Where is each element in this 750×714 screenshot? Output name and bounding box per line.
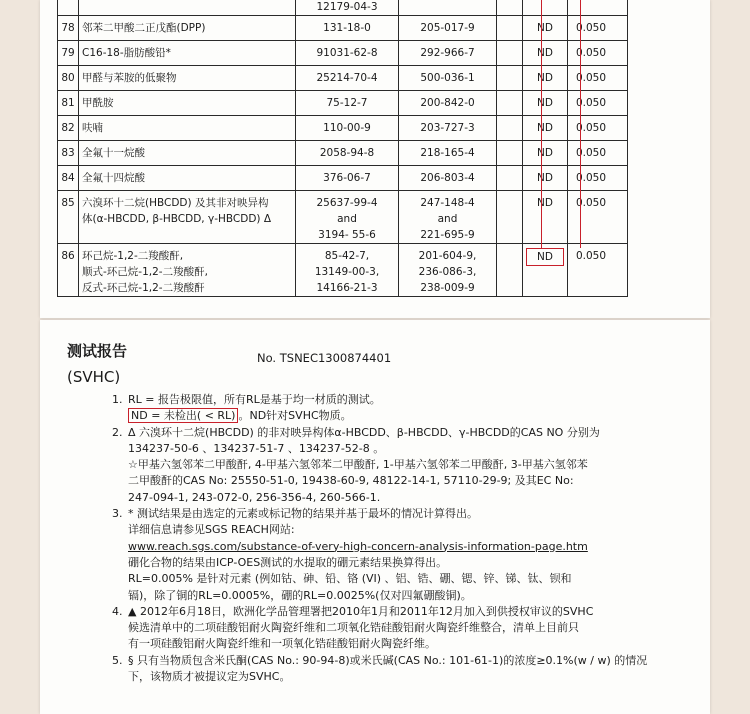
ec-line: 221-695-9 [420,229,475,241]
result-cell [523,66,568,91]
cas-line: 3194- 55-6 [318,229,376,241]
table-row [58,0,628,16]
svhc-substance-table [57,0,628,297]
ec-line: 238-009-9 [420,282,475,294]
ec-line: and [437,213,458,225]
substance-name [79,66,296,91]
row-number: 83 [58,141,79,166]
ec-line: 206-803-4 [420,172,475,184]
substance-name [79,244,296,297]
limit-value: 0.050 [567,66,627,91]
note-line: * 测试结果是由选定的元素或标记物的结果并基于最坏的情况计算得出。 [128,507,478,521]
substance-name [79,16,296,41]
note-line: Δ 六溴环十二烷(HBCDD) 的非对映异构体α-HBCDD、β-HBCDD、γ-HBCDD的CAS NO 分别为 [128,425,600,439]
row-number: 81 [58,91,79,116]
cas-number [296,166,399,191]
cas-number [296,66,399,91]
limit-value: 0.050 [567,91,627,116]
result-cell [523,16,568,41]
table-row [58,66,628,91]
ec-number [399,66,497,91]
result-cell [523,91,568,116]
result-value: ND [537,47,553,59]
ec-number [399,16,497,41]
ec-number [399,244,497,297]
table-row [58,16,628,41]
note-number: 1. [112,393,123,406]
limit-value: 0.050 [567,141,627,166]
result-cell [523,191,568,244]
ec-number [399,41,497,66]
note-line: RL = 报告极限值，所有RL是基于均一材质的测试。 [128,393,381,406]
cas-line: 75-12-7 [326,97,368,109]
limit-value: 0.050 [567,16,627,41]
note-line: 候选清单中的二项硅酸铝耐火陶瓷纤维和二项氧化锆硅酸铝耐火陶瓷纤维整合，清单上目前只 [128,621,579,635]
name-line: C16-18-脂肪酸铅* [82,47,171,59]
note-line: 详细信息请参见SGS REACH网站: [128,523,295,537]
ec-number [399,141,497,166]
cas-line: 85-42-7, [324,250,370,262]
report-subtitle: (SVHC) [67,368,121,386]
blank-cell [497,244,523,297]
note-line: ☆甲基六氢邻苯二甲酸酐, 4-甲基六氢邻苯二甲酸酐, 1-甲基六氢邻苯二甲酸酐, 3-甲基六氢邻苯 [128,458,588,472]
name-line: 全氟十四烷酸 [82,172,145,184]
row-number: 80 [58,66,79,91]
note-4 [112,604,692,653]
note-number: 4. [112,604,123,618]
name-line: 呋喃 [82,122,103,134]
note-line: 镉)，除了铜的RL=0.0005%，硼的RL=0.0025%(仅对四氟硼酸铜)。 [128,588,472,602]
cas-line: 91031-62-8 [316,47,378,59]
result-cell [523,244,568,297]
ec-line: 200-842-0 [420,97,475,109]
note-3 [112,506,692,604]
result-cell [523,166,568,191]
cas-line: 2058-94-8 [319,147,375,159]
table-row [58,244,628,297]
ec-number [399,166,497,191]
sgs-reach-link[interactable]: www.reach.sgs.com/substance-of-very-high-concern-analysis-information-page.htm [128,539,588,553]
name-line: 邻苯二甲酸二正戊酯(DPP) [82,22,206,34]
row-number: 86 [58,244,79,297]
result-value: ND [537,147,553,159]
ec-line: 292-966-7 [420,47,475,59]
name-line: 全氟十一烷酸 [82,147,145,159]
note-line: ▲ 2012年6月18日，欧洲化学品管理署把2010年1月和2011年12月加入到供授权审议的SVHC [128,604,594,618]
name-line: 顺式-环己烷-1,2-二羧酸酐, [82,266,208,278]
ec-number [399,91,497,116]
row-number: 84 [58,166,79,191]
cas-line: 13149-00-3, [314,266,380,278]
cas-number [296,41,399,66]
blank-cell [497,16,523,41]
blank-cell [497,141,523,166]
note-line: 二甲酸酐的CAS No: 25550-51-0, 19438-60-9, 48122-14-1, 57110-29-9; 及其EC No: [128,474,574,488]
ec-number [399,191,497,244]
limit-value: 0.050 [567,116,627,141]
result-value: ND [537,172,553,184]
cas-line: 110-00-9 [323,122,371,134]
ec-line: 201-604-9, [418,250,477,262]
cas-number [296,141,399,166]
blank-cell [497,116,523,141]
note-text: 。ND针对SVHC物质。 [238,409,352,423]
table-row [58,91,628,116]
result-value: ND [537,197,553,209]
cas-line: 131-18-0 [323,22,371,34]
cas-number [296,91,399,116]
row-number: 82 [58,116,79,141]
name-line: 反式-环己烷-1,2-二羧酸酐 [82,282,205,294]
limit-value: 0.050 [567,244,627,297]
table-row [58,116,628,141]
cas-line: 25214-70-4 [316,72,378,84]
note-5 [112,653,692,686]
note-number: 5. [112,653,123,667]
cas-line: 14166-21-3 [316,282,378,294]
name-line: 甲酰胺 [82,97,114,109]
substance-name [79,166,296,191]
name-line: 环己烷-1,2-二羧酸酐, [82,250,184,262]
nd-definition-highlight: ND = 未检出( < RL) [128,408,238,423]
ec-line: 218-165-4 [420,147,475,159]
blank-cell [497,41,523,66]
result-value: ND [537,97,553,109]
result-cell [523,116,568,141]
cas-number: 12179-04-3 [296,0,399,16]
limit-value: 0.050 [567,191,627,244]
substance-name [79,191,296,244]
result-value: ND [537,122,553,134]
note-number: 2. [112,425,123,439]
note-2 [112,425,692,506]
substance-name [79,91,296,116]
result-cell [523,141,568,166]
name-line: 六溴环十二烷(HBCDD) 及其非对映异构 [82,197,269,209]
report-number: No. TSNEC1300874401 [257,351,392,365]
blank-cell [497,191,523,244]
note-1 [112,392,692,425]
notes-section [112,392,692,685]
note-number: 3. [112,507,123,521]
cas-number [296,116,399,141]
cas-number [296,191,399,244]
row-number: 85 [58,191,79,244]
result-value: ND [537,22,553,34]
cas-number [296,16,399,41]
row-number: 79 [58,41,79,66]
limit-value: 0.050 [567,166,627,191]
cas-line: 25637-99-4 [316,197,378,209]
ec-line: 203-727-3 [420,122,475,134]
substance-name [79,141,296,166]
note-line [128,408,692,424]
report-title: 测试报告 [67,342,128,360]
note-line: § 只有当物质包含米氏酮(CAS No.: 90-94-8)或米氏碱(CAS No.: 101-61-1)的浓度≥0.1%(w / w) 的情况 [128,653,648,667]
note-line: 有一项硅酸铝耐火陶瓷纤维和一项氧化锆硅酸铝耐火陶瓷纤维。 [128,637,436,651]
note-line: 硼化合物的结果由ICP-OES测试的水提取的硼元素结果换算得出。 [128,555,448,569]
result-value: ND [526,248,564,266]
cas-line: 376-06-7 [323,172,371,184]
cas-line: and [337,213,357,225]
name-line: 甲醛与苯胺的低聚物 [82,72,177,84]
name-line: 体(α-HBCDD, β-HBCDD, γ-HBCDD) Δ [82,213,272,225]
table-row [58,166,628,191]
blank-cell [497,91,523,116]
substance-name [79,116,296,141]
result-cell [523,41,568,66]
table-row [58,41,628,66]
ec-line: 247-148-4 [420,197,475,209]
row-number: 78 [58,16,79,41]
note-line: 下，该物质才被提议定为SVHC。 [128,670,291,684]
substance-name [79,41,296,66]
note-line: 134237-50-6 、134237-51-7 、134237-52-8 。 [128,441,385,455]
table-row [58,191,628,244]
result-value: ND [537,72,553,84]
ec-number [399,116,497,141]
limit-value: 0.050 [567,41,627,66]
ec-line: 236-086-3, [418,266,477,278]
note-line: 247-094-1, 243-072-0, 256-356-4, 260-566-1. [128,490,381,504]
blank-cell [497,66,523,91]
cas-number [296,244,399,297]
ec-line: 500-036-1 [420,72,475,84]
note-line: RL=0.005% 是针对元素 (例如钴、砷、铅、铬 (VI) 、铝、锆、硼、锶、锌、锑、钛、钡和 [128,572,572,586]
ec-line: 205-017-9 [420,22,475,34]
table-row [58,141,628,166]
blank-cell [497,166,523,191]
